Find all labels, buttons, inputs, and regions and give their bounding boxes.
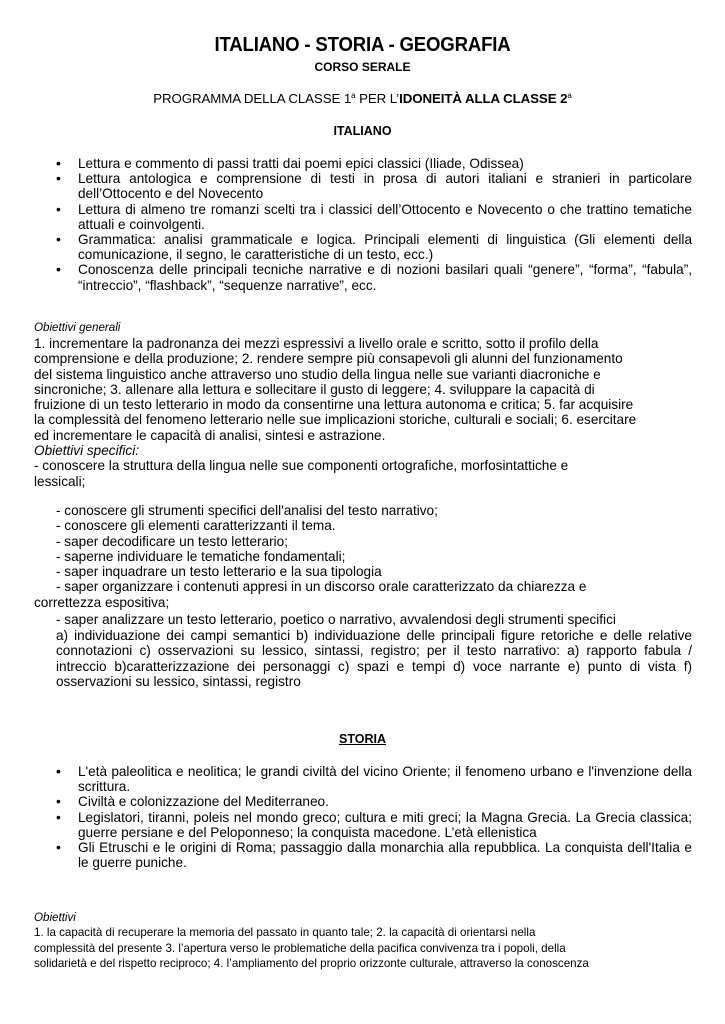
obiettivi-generali-text: [34, 336, 636, 489]
storia-obiettivi-text: [34, 925, 589, 972]
spec-first-cont: lessicali;: [34, 473, 86, 489]
text-line: sincroniche; 3. allenare alla lettura e sollecitare il gusto di leggere; 4. sviluppare la capacità di: [34, 381, 595, 397]
list-item: - saper decodificare un testo letterario;: [56, 533, 288, 549]
spec-first-line: - conoscere la struttura della lingua nelle sue componenti ortografiche, morfosintattiche e: [34, 458, 569, 474]
text-line: ed incrementare le capacità di analisi, sintesi e astrazione.: [34, 427, 386, 443]
list-item: - saper inquadrare un testo letterario e la sua tipologia: [56, 564, 382, 580]
list-item: • Civiltà e colonizzazione del Mediterraneo.: [56, 794, 692, 809]
text-line: del sistema linguistico anche attraverso uno studio della lingua nelle sue varianti diacroniche e: [34, 366, 601, 382]
text-line: fruizione di un testo letterario in modo da consentirne una lettura autonoma e critica; 5. far acquisire: [34, 397, 634, 413]
spec-cont-line: correttezza espositiva;: [34, 595, 170, 610]
storia-bullet-list: [56, 764, 692, 870]
spec-last-line: - saper analizzare un testo letterario, poetico o narrativo, avvalendosi degli strumenti specifici: [56, 612, 616, 627]
section-heading-storia: STORIA: [339, 732, 386, 746]
programma-mid: PER L’: [355, 91, 400, 106]
text-line: la complessità del fenomeno letterario nelle sue implicazioni storiche, culturali e sociali; 6. esercitare: [34, 412, 637, 428]
list-item: • Lettura di almeno tre romanzi scelti tra i classici dell’Ottocento e Novecento o che trattino tematiche attuali e coinvolgenti.: [56, 202, 692, 232]
programma-sup-1: a: [351, 91, 356, 100]
document-subtitle: CORSO SERALE: [314, 60, 411, 74]
list-item: • Lettura e commento di passi tratti dai poemi epici classici (Iliade, Odissea): [56, 156, 692, 171]
programma-prefix: PROGRAMMA DELLA CLASSE 1: [153, 91, 352, 106]
list-item: • Legislatori, tiranni, poleis nel mondo greco; cultura e miti greci; la Magna Grecia. La Grecia classica; guerre persiane e del Peloponneso; la conquista macedone. L’età ellenistica: [56, 810, 692, 840]
list-item: - conoscere gli strumenti specifici dell'analisi del testo narrativo;: [56, 503, 438, 518]
spec-last-block: a) individuazione dei campi semantici b) individuazione delle principali figure retoriche e delle relative connotazioni c) osservazioni su lessico, sintassi, registro; per il testo narrativo: a) rapporto fabula / intreccio b)caratterizzazione dei personaggi c) spazi e tempi d) voce narrante e) punto di vista f) osservazioni su lessico, sintassi, registro: [56, 628, 692, 689]
list-item: • Conoscenza delle principali tecniche narrative e di nozioni basilari quali “genere”, “forma”, “fabula”, “intreccio”, “flashback”, “sequenze narrative”, ecc.: [56, 262, 692, 292]
text-line: 1. incrementare la padronanza dei mezzi espressivi a livello orale e scritto, sotto il profilo della: [34, 336, 599, 351]
document-title: ITALIANO - STORIA - GEOGRAFIA: [214, 34, 511, 56]
list-item: - saperne individuare le tematiche fondamentali;: [56, 548, 346, 564]
text-line: solidarietà e del rispetto reciproco; 4. l’ampliamento del proprio orizzonte culturale, attraverso la conoscenza: [34, 957, 589, 970]
obiettivi-specifici-label: Obiettivi specifici:: [34, 443, 140, 459]
list-item: • Lettura antologica e comprensione di testi in prosa di autori italiani e stranieri in particolare dell’Ottocento e del Novecento: [56, 171, 692, 201]
italiano-bullet-list: [56, 156, 692, 293]
section-heading-italiano: ITALIANO: [333, 124, 392, 138]
text-line: complessità del presente 3. l’apertura verso le problematiche della pacifica convivenza tra i popoli, della: [34, 941, 566, 955]
obiettivi-generali-label: Obiettivi generali: [34, 321, 121, 334]
list-item: • Grammatica: analisi grammaticale e logica. Principali elementi di linguistica (Gli elementi della comunicazione, il segno, le caratteristiche di un testo, ecc.): [56, 232, 692, 262]
list-item: - saper organizzare i contenuti appresi in un discorso orale caratterizzato da chiarezza e: [56, 579, 587, 595]
text-line: comprensione e della produzione; 2. rendere sempre più consapevoli gli alunni del funzionamento: [34, 351, 623, 367]
storia-obiettivi-label: Obiettivi: [34, 911, 76, 924]
programma-line: [0, 91, 725, 106]
programma-sup-2: a: [567, 91, 572, 100]
list-item: • L'età paleolitica e neolitica; le grandi civiltà del vicino Oriente; il fenomeno urbano e l'invenzione della scrittura.: [56, 764, 692, 794]
list-item: • Gli Etruschi e le origini di Roma; passaggio dalla monarchia alla repubblica. La conquista dell'Italia e le guerre puniche.: [56, 840, 692, 870]
programma-idoneita: IDONEITÀ ALLA CLASSE 2: [399, 91, 568, 106]
obiettivi-specifici-list: [56, 503, 586, 595]
text-line: 1. la capacità di recuperare la memoria del passato in quanto tale; 2. la capacità di orientarsi nella: [34, 926, 536, 939]
list-item: - conoscere gli elementi caratterizzanti il tema.: [56, 518, 336, 534]
